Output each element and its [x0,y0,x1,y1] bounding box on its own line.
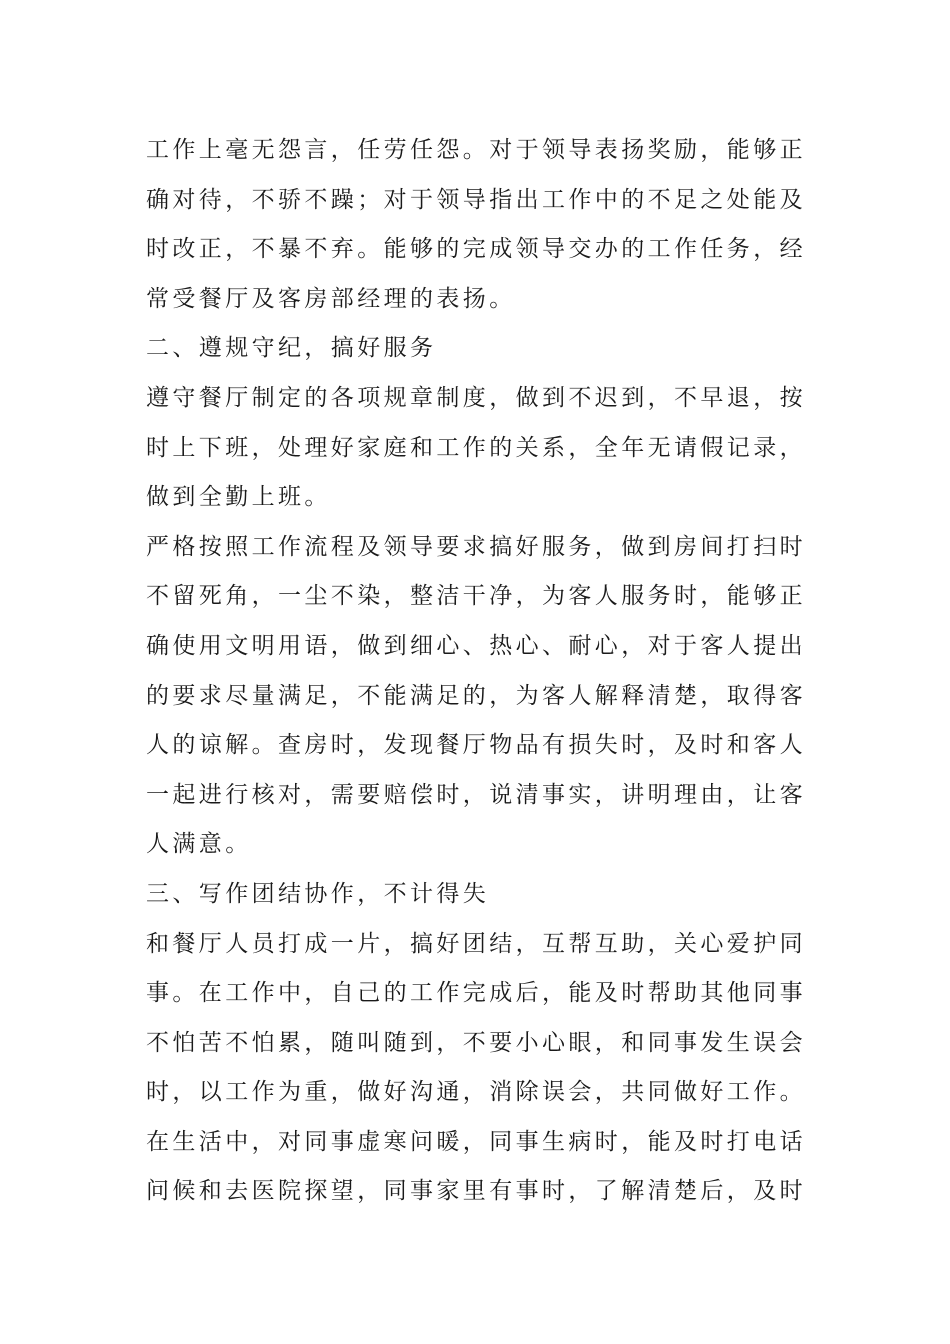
text-line: 确对待，不骄不躁；对于领导指出工作中的不足之处能及 [146,186,806,213]
text-line: 一起进行核对，需要赔偿时，说清事实，讲明理由，让客 [146,781,806,808]
text-line: 问候和去医院探望，同事家里有事时，了解清楚后，及时 [146,1178,806,1205]
text-line: 在生活中，对同事虚寒问暖，同事生病时，能及时打电话 [146,1128,806,1155]
text-line: 人满意。 [146,831,252,858]
text-line: 做到全勤上班。 [146,484,331,511]
text-line: 不怕苦不怕累，随叫随到，不要小心眼，和同事发生误会 [146,1029,806,1056]
text-line: 的要求尽量满足，不能满足的，为客人解释清楚，取得客 [146,682,806,709]
text-line: 时上下班，处理好家庭和工作的关系，全年无请假记录， [146,434,806,461]
text-line: 确使用文明用语，做到细心、热心、耐心，对于客人提出 [146,632,806,659]
text-line: 工作上毫无怨言，任劳任怨。对于领导表扬奖励，能够正 [146,137,806,163]
text-line: 遵守餐厅制定的各项规章制度，做到不迟到，不早退，按 [146,384,806,411]
document-body [146,126,810,1217]
text-line: 时改正，不暴不弃。能够的完成领导交办的工作任务，经 [146,236,806,263]
text-line: 不留死角，一尘不染，整洁干净，为客人服务时，能够正 [146,583,806,610]
text-line: 人的谅解。查房时，发现餐厅物品有损失时，及时和客人 [146,732,806,759]
text-line: 严格按照工作流程及领导要求搞好服务，做到房间打扫时 [146,533,806,560]
text-line: 和餐厅人员打成一片，搞好团结，互帮互助，关心爱护同 [146,930,806,957]
text-line: 常受餐厅及客房部经理的表扬。 [146,285,516,312]
section-heading: 二、遵规守纪，搞好服务 [146,335,437,362]
section-heading: 三、写作团结协作，不计得失 [146,880,490,907]
text-line: 时，以工作为重，做好沟通，消除误会，共同做好工作。 [146,1079,806,1106]
text-line: 事。在工作中，自己的工作完成后，能及时帮助其他同事 [146,980,806,1007]
